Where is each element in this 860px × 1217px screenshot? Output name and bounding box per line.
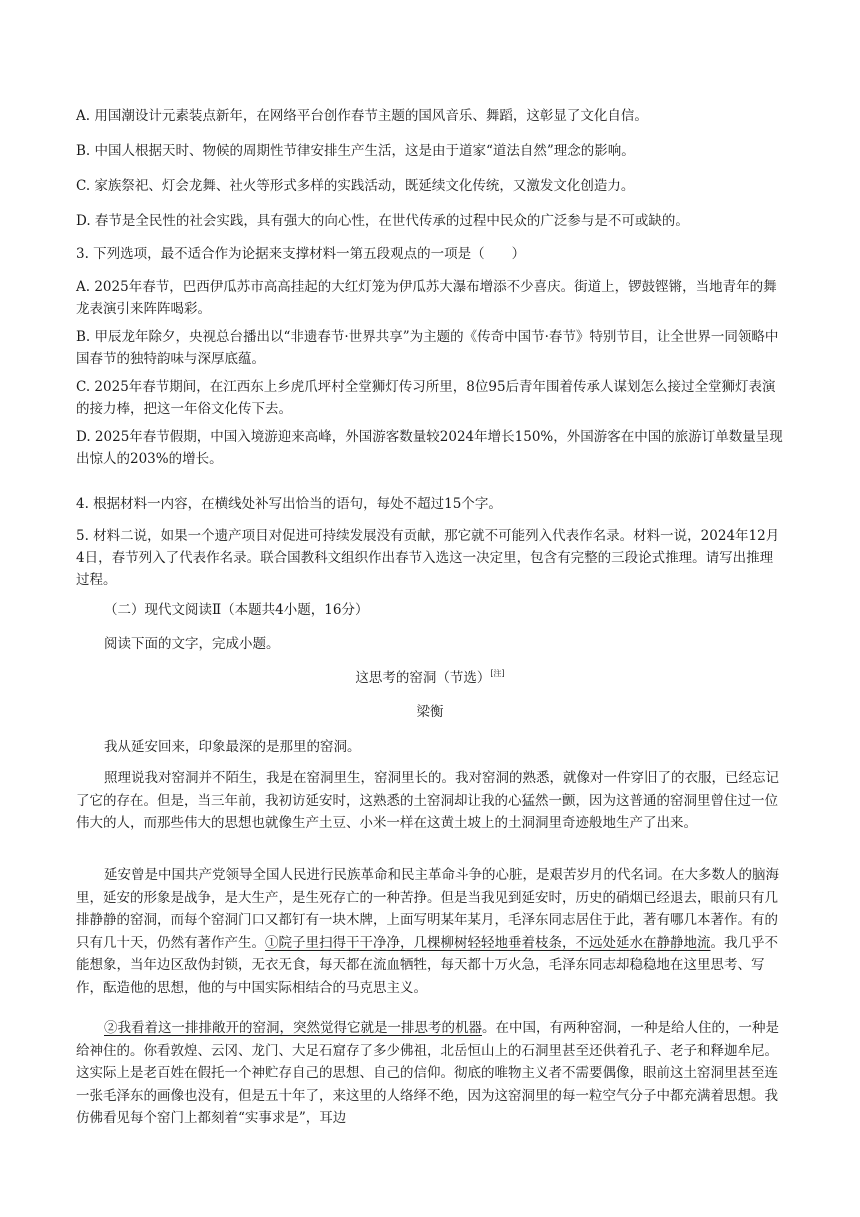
underlined-sentence-1: ①院子里扫得干干净净，几棵柳树轻轻地垂着枝条，不远处延水在静静地流 [265,934,711,951]
option-2b: B. 中国人根据天时、物候的周期性节律安排生产生活，这是由于道家“道法自然”理念的影响。 [76,143,635,159]
article-author: 梁衡 [416,704,444,720]
paragraph-4 [76,1017,786,1130]
option-3a: A. 2025年春节，巴西伊瓜苏市高高挂起的大红灯笼为伊瓜苏大瀑布增添不少喜庆。街道上，锣鼓铿锵，当地青年的舞龙表演引来阵阵喝彩。 [76,279,777,317]
option-3c: C. 2025年春节期间，在江西东上乡虎爪坪村全堂狮灯传习所里，8位95后青年围着传承人谋划怎么接过全堂狮灯表演的接力棒，把这一年俗文化传下去。 [76,379,776,417]
question-4: 4. 根据材料一内容，在横线处补写出恰当的语句，每处不超过15个字。 [76,496,502,512]
title-footnote-marker: [注] [490,669,505,678]
question-3-stem: 3. 下列选项，最不适合作为论据来支撑材料一第五段观点的一项是（ ） [76,246,526,262]
question-5: 5. 材料二说，如果一个遗产项目对促进可持续发展没有贡献，那它就不可能列入代表作名录。材料一说，2024年12月4日，春节列入了代表作名录。联合国教科文组织作出春节入选这一决定里，包含有完整的三段论式推理。请写出推理过程。 [76,528,780,588]
option-3b: B. 甲辰龙年除夕，央视总台播出以“非遗春节·世界共享”为主题的《传奇中国节·春节》特别节目，让全世界一同领略中国春节的独特韵味与深厚底蕴。 [76,329,779,367]
article-title [0,666,860,686]
option-2a: A. 用国潮设计元素装点新年，在网络平台创作春节主题的国风音乐、舞蹈，这彰显了文化自信。 [76,108,648,124]
paragraph-3 [76,864,786,999]
option-3d: D. 2025年春节假期，中国入境游迎来高峰，外国游客数量较2024年增长150%，外国游客在中国的旅游订单数量呈现出惊人的203%的增长。 [76,429,783,467]
option-2d: D. 春节是全民性的社会实践，具有强大的向心性，在世代传承的过程中民众的广泛参与是不可或缺的。 [76,213,689,229]
paragraph-1: 我从延安回来，印象最深的是那里的窑洞。 [104,739,361,755]
reading-instruction: 阅读下面的文字，完成小题。 [104,636,280,652]
underlined-sentence-2: ②我看着这一排排敞开的窑洞，突然觉得它就是一排思考的机器 [104,1020,482,1036]
paragraph-3-part-b: 。我几乎不能想象，当年边区敌伪封锁，无衣无食，每天都在流血牺牲，每天都十万火急，毛泽东同志却稳稳地在这里思考、写作，酝造他的思想，他的与中国实际相结合的马克思主义。 [76,934,778,996]
paragraph-3-part-a: 延安曾是中国共产党领导全国人民进行民族革命和民主革命斗争的心脏，是艰苦岁月的代名词。在大多数人的脑海里，延安的形象是战争，是大生产，是生死存亡的一种苦挣。但是当我见到延安时，历史的硝烟已经退去，眼前只有几排静静的窑洞，而每个窑洞门口又都钉有一块木牌，上面写明某年某月，毛泽东同志居住于此，著有哪几本著作。有的只有几十天，仍然有著作产生。 [76,867,779,951]
article-title-text: 这思考的窑洞（节选） [355,670,491,686]
paragraph-2: 照理说我对窑洞并不陌生，我是在窑洞里生，窑洞里长的。我对窑洞的熟悉，就像对一件穿旧了的衣服，已经忘记了它的存在。但是，当三年前，我初访延安时，这熟悉的土窑洞却让我的心猛然一颤，因为这普通的窑洞里曾住过一位伟大的人，而那些伟大的思想也就像生产土豆、小米一样在这黄土坡上的土洞洞里奇迹般地生产了出来。 [76,770,779,831]
paragraph-4-part-b: 。在中国，有两种窑洞，一种是给人住的，一种是给神住的。你看敦煌、云冈、龙门、大足石窟存了多少佛祖，北岳恒山上的石洞里甚至还供着孔子、老子和释迦牟尼。这实际上是老百姓在假托一个神贮存自己的思想、自己的信仰。彻底的唯物主义者不需要偶像，眼前这土窑洞里甚至连一张毛泽东的画像也没有，但是五十年了，来这里的人络绎不绝，因为这窑洞里的每一粒空气分子中都充满着思想。我仿佛看见每个窑门上都刻着“实事求是”，耳边 [76,1020,779,1126]
section-heading: （二）现代文阅读Ⅱ（本题共4小题，16分） [104,602,369,618]
option-2c: C. 家族祭祀、灯会龙舞、社火等形式多样的实践活动，既延续文化传统，又激发文化创造力。 [76,178,635,194]
